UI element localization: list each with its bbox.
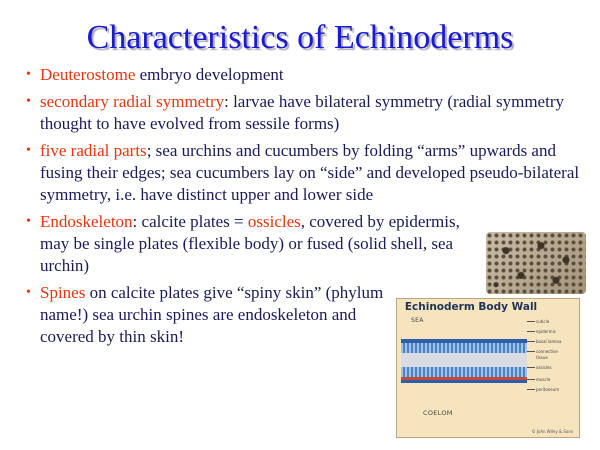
diagram-side-label: epidermis [536, 329, 556, 334]
ossicle-photo [486, 232, 586, 294]
bullet-text: , covered by epidermis, may be single plates (flexible body) or fused (solid shell, sea urchin) [40, 212, 460, 275]
diagram-side-label: tissue [536, 355, 548, 360]
bullet-dot-icon: • [26, 94, 31, 109]
bullet-item [26, 64, 586, 86]
bullet-item [26, 140, 586, 206]
bullet-dot-icon: • [26, 285, 31, 300]
label-leader-line [527, 379, 535, 380]
label-leader-line [527, 341, 535, 342]
label-leader-line [527, 389, 535, 390]
bullet-text: ; sea urchins and cucumbers by folding “arms” upwards and fusing their edges; sea cucumbers lay on “side” and developed pseudo-bilateral symmetry, i.e. have distinct upper and lower side [40, 141, 580, 204]
bullet-highlight: Spines [40, 283, 86, 302]
epidermis-layer [401, 343, 527, 353]
diagram-side-label: basal lamina [536, 339, 562, 344]
label-leader-line [527, 321, 535, 322]
bullet-text: : calcite plates = [132, 212, 248, 231]
diagram-side-label: ossicles [536, 365, 552, 370]
connective-tissue-layer [401, 353, 527, 367]
bullet-highlight: Deuterostome [40, 65, 136, 84]
bullet-dot-icon: • [26, 214, 31, 229]
ossicle-layer [401, 367, 527, 377]
bullet-item [26, 282, 390, 348]
diagram-side-label: connective [536, 349, 558, 354]
bullet-highlight: ossicles [247, 212, 301, 231]
bullet-dot-icon: • [26, 143, 31, 158]
bullet-item [26, 91, 586, 135]
diagram-side-label: cuticle [536, 319, 550, 324]
label-leader-line [527, 351, 535, 352]
peritoneum-layer [401, 380, 527, 383]
bullet-highlight: Endoskeleton [40, 212, 133, 231]
label-leader-line [527, 367, 535, 368]
diagram-side-label: muscle [536, 377, 551, 382]
diagram-label-sea: SEA [411, 317, 424, 324]
bullet-dot-icon: • [26, 67, 31, 82]
diagram-label-coelom: COELOM [423, 409, 453, 417]
body-wall-diagram [396, 298, 580, 438]
diagram-side-label: peritoneum [536, 387, 560, 392]
diagram-title: Echinoderm Body Wall [404, 301, 538, 313]
slide-title: Characteristics of Echinoderms [86, 19, 514, 56]
diagram-credit: © John Wiley & Sons [531, 429, 573, 434]
label-leader-line [527, 331, 535, 332]
bullet-highlight: secondary radial symmetry [40, 92, 225, 111]
bullet-text: embryo development [135, 65, 284, 84]
bullet-text: : larvae have bilateral symmetry (radial symmetry thought to have evolved from sessile forms) [40, 92, 564, 133]
bullet-text: on calcite plates give “spiny skin” (phylum name!) sea urchin spines are endoskeleton and covered by thin skin! [40, 283, 384, 346]
bullet-item [26, 211, 470, 277]
bullet-highlight: five radial parts [40, 141, 147, 160]
